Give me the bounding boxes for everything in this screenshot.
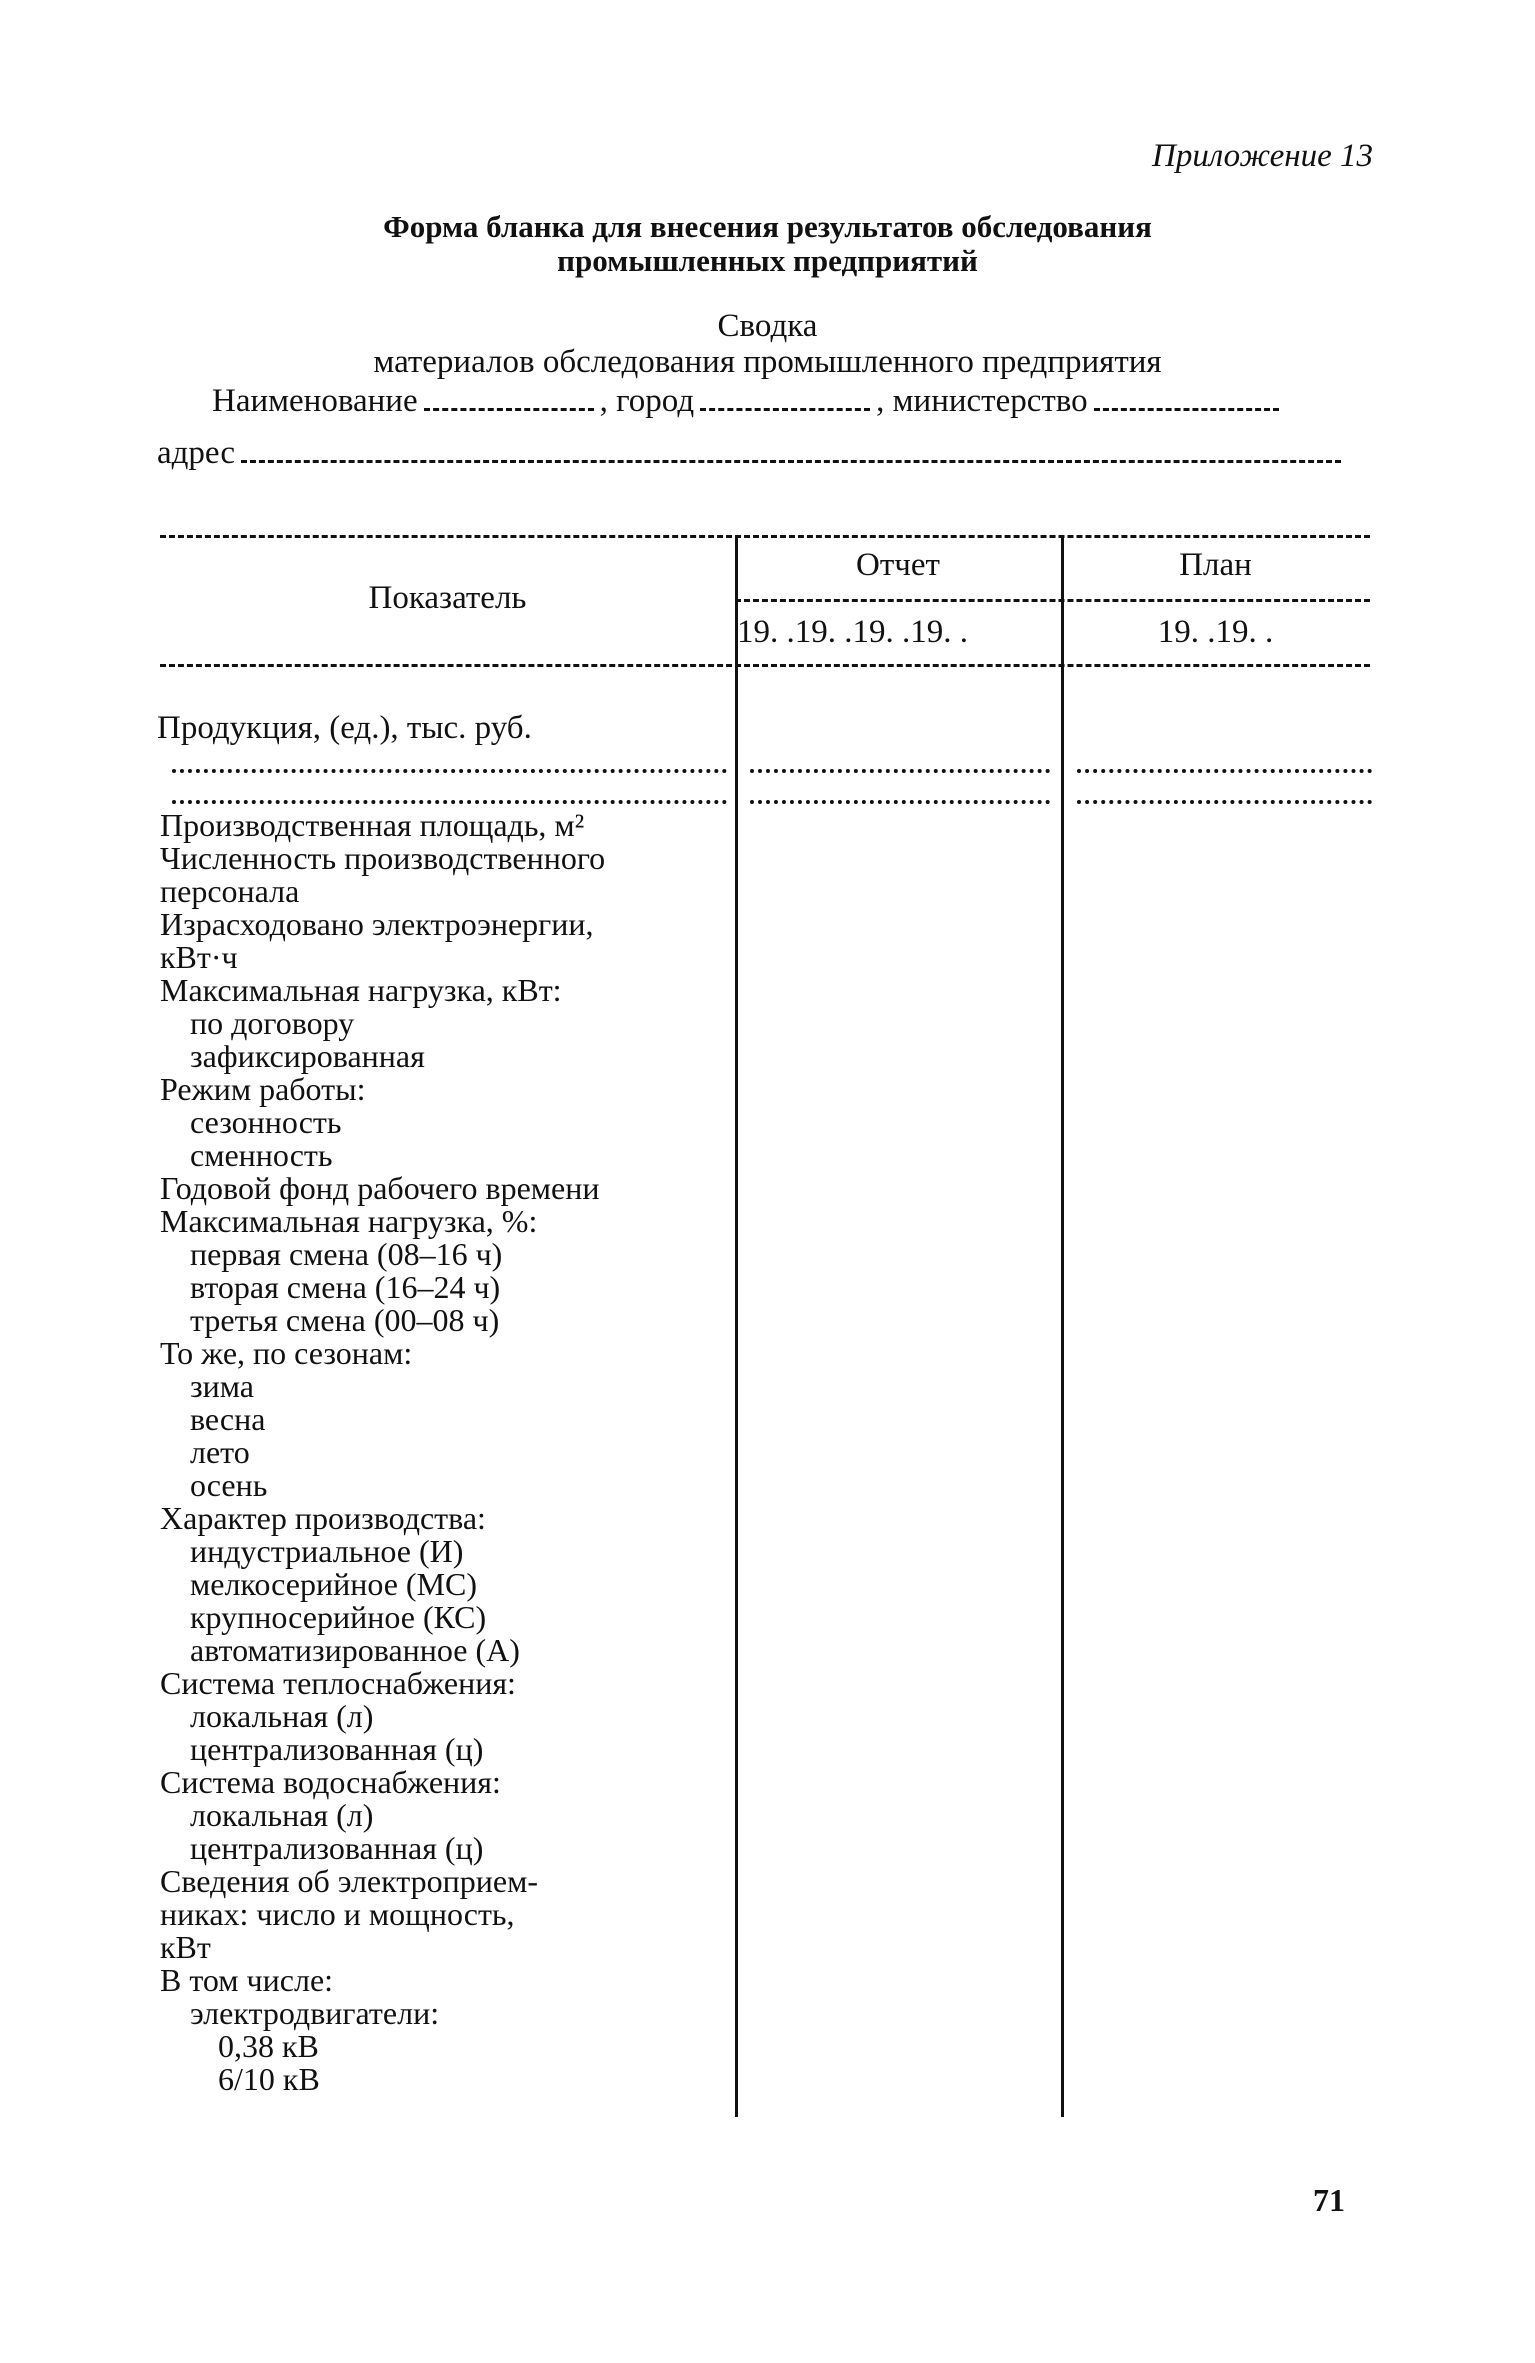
column-divider-right [1061,535,1064,2117]
indicator-row: Режим работы: [160,1071,366,1107]
indicator-row: автоматизированное (А) [190,1632,520,1668]
ministry-blank[interactable] [1094,386,1279,411]
ministry-label: , министерство [876,383,1088,419]
indicator-row: третья смена (00–08 ч) [190,1302,500,1338]
indicator-row: первая смена (08–16 ч) [190,1236,503,1272]
dotted-row-2-col1 [172,800,727,804]
city-label: , город [599,383,695,419]
indicator-row: Максимальная нагрузка, кВт: [160,972,562,1008]
indicator-row: крупносерийное (КС) [190,1599,487,1635]
indicator-row: лето [190,1434,250,1470]
indicator-row: электродвигатели: [190,1995,440,2031]
indicator-row: Численность производственного [160,840,606,876]
report-header: Отчет [856,547,940,583]
indicator-row: зафиксированная [190,1038,425,1074]
dotted-row-2-col3 [1077,800,1372,804]
header-mid-rule [735,599,1370,602]
indicator-row: Израсходовано электроэнергии, [160,906,594,942]
indicator-row: То же, по сезонам: [160,1335,413,1371]
indicator-row: Максимальная нагрузка, %: [160,1203,538,1239]
dotted-row-1-col1 [172,769,727,773]
name-blank[interactable] [424,386,594,411]
name-field-line [212,383,1285,420]
indicator-row: сезонность [190,1104,342,1140]
page-number: 71 [1313,2182,1345,2218]
address-field-line [157,435,1347,472]
indicator-row: никах: число и мощность, [160,1896,515,1932]
indicator-row: вторая смена (16–24 ч) [190,1269,501,1305]
indicator-row: по договору [190,1005,355,1041]
indicator-row: Сведения об электроприем- [160,1863,538,1899]
indicator-row: сменность [190,1137,333,1173]
summary-subtitle: материалов обследования промышленного предприятия [373,344,1162,380]
indicator-row: централизованная (ц) [190,1830,484,1866]
indicator-row: кВт·ч [160,939,238,975]
header-bottom-rule [160,664,1370,667]
indicator-row: индустриальное (И) [190,1533,464,1569]
indicator-row: централизованная (ц) [190,1731,484,1767]
indicator-row: осень [190,1467,268,1503]
table-top-rule [160,535,1370,538]
dotted-row-1-col2 [750,769,1050,773]
dotted-row-1-col3 [1077,769,1372,773]
indicator-row: Годовой фонд рабочего времени [160,1170,600,1206]
form-title-line-2: промышленных предприятий [557,243,978,278]
indicator-row: 6/10 кВ [218,2061,320,2097]
indicator-header: Показатель [368,580,527,616]
dotted-row-2-col2 [750,800,1050,804]
appendix-label: Приложение 13 [1152,138,1373,174]
address-blank[interactable] [241,438,1341,463]
indicator-row: зима [190,1368,254,1404]
indicator-row: 0,38 кВ [218,2028,319,2064]
column-divider-left [735,535,738,2117]
product-row-label: Продукция, (ед.), тыс. руб. [157,710,532,746]
plan-years: 19. .19. . [1157,614,1274,650]
indicator-rows [160,809,605,2096]
indicator-row: Система водоснабжения: [160,1764,501,1800]
indicator-row: Производственная площадь, м² [160,807,585,843]
indicator-row: весна [190,1401,266,1437]
report-years: 19. .19. .19. .19. . [737,614,968,650]
plan-header: План [1179,547,1252,583]
indicator-row: локальная (л) [190,1698,374,1734]
indicator-row: персонала [160,873,300,909]
indicator-row: локальная (л) [190,1797,374,1833]
indicator-row: Характер производства: [160,1500,486,1536]
form-title-line-1: Форма бланка для внесения результатов обследования [383,209,1152,244]
indicator-row: кВт [160,1929,211,1965]
indicator-row: Система теплоснабжения: [160,1665,516,1701]
address-label: адрес [157,435,236,471]
name-label: Наименование [212,383,418,419]
summary-title: Сводка [717,308,818,344]
city-blank[interactable] [700,386,870,411]
indicator-row: В том числе: [160,1962,334,1998]
indicator-row: мелкосерийное (МС) [190,1566,478,1602]
